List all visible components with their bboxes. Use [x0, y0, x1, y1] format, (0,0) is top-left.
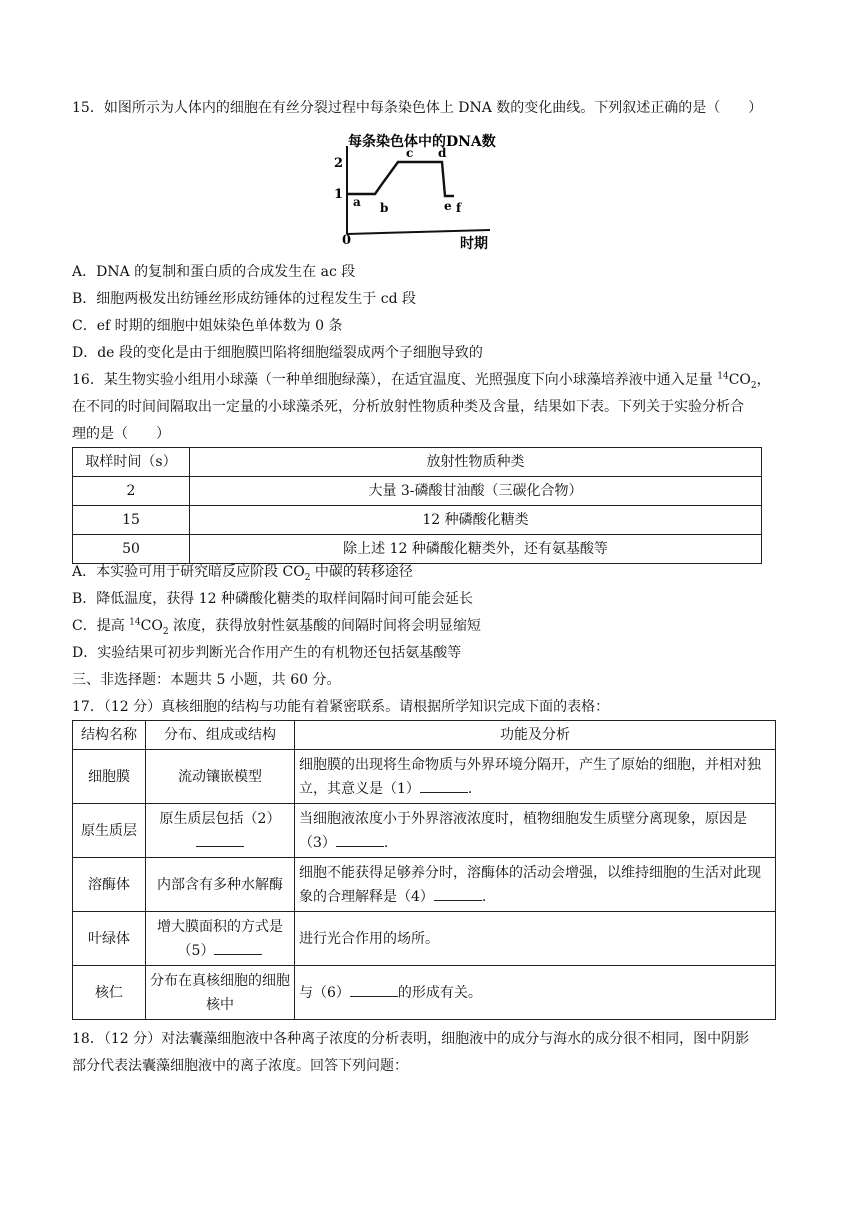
point-f: f — [456, 201, 462, 215]
dna-curve — [347, 162, 454, 196]
table-row — [73, 858, 776, 912]
answer-blank-2 — [196, 832, 244, 847]
cell-comp: 流动镶嵌模型 — [146, 750, 295, 804]
q18-line1: 18．（12 分）对法囊藻细胞液中各种离子浓度的分析表明，细胞液中的成分与海水的成分很不相同，图中阴影 — [72, 1031, 750, 1047]
cell-substance: 除上述 12 种磷酸化糖类外，还有氨基酸等 — [190, 535, 762, 564]
graph-xlabel: 时期 — [460, 236, 488, 252]
cell-time: 2 — [73, 477, 190, 506]
cell-name: 核仁 — [73, 966, 146, 1020]
header-structure: 结构名称 — [73, 721, 146, 750]
q16-option-c: C．提高 $^{14}CO_2$ 浓度，获得放射性氨基酸的间隔时间将会明显缩短 — [72, 617, 482, 637]
dna-per-chromosome-graph — [330, 132, 510, 256]
q17-table — [72, 720, 776, 1020]
answer-blank-1 — [420, 778, 468, 793]
header-function: 功能及分析 — [295, 721, 776, 750]
section-heading: 三、非选择题：本题共 5 小题，共 60 分。 — [72, 672, 341, 688]
cell-func: 与（6） 的形成有关。 — [295, 966, 776, 1020]
point-c: c — [406, 146, 414, 160]
point-d: d — [438, 146, 447, 160]
origin-label: 0 — [342, 233, 352, 248]
table-row — [73, 804, 776, 858]
graph-ylabel: 每条染色体中的DNA数 — [348, 134, 496, 150]
cell-time: 15 — [73, 506, 190, 535]
cell-comp: 内部含有多种水解酶 — [146, 858, 295, 912]
table-row — [73, 535, 762, 564]
table-header-row — [73, 721, 776, 750]
table-row — [73, 750, 776, 804]
cell-name: 叶绿体 — [73, 912, 146, 966]
table-row — [73, 966, 776, 1020]
cell-comp: 增大膜面积的方式是 （5） — [146, 912, 295, 966]
cell-comp: 分布在真核细胞的细胞核中 — [146, 966, 295, 1020]
answer-blank-4 — [434, 886, 482, 901]
cell-func: 进行光合作用的场所。 — [295, 912, 776, 966]
cell-name: 溶酶体 — [73, 858, 146, 912]
cell-name: 原生质层 — [73, 804, 146, 858]
table-header-row — [73, 448, 762, 477]
header-composition: 分布、组成或结构 — [146, 721, 295, 750]
cell-time: 50 — [73, 535, 190, 564]
q15-stem: 15．如图所示为人体内的细胞在有丝分裂过程中每条染色体上 DNA 数的变化曲线。下列叙述正确的是（ ） — [72, 100, 763, 116]
q15-option-d: D．de 段的变化是由于细胞膜凹陷将细胞缢裂成两个子细胞导致的 — [72, 345, 483, 361]
q16-table — [72, 447, 762, 564]
table-row — [73, 912, 776, 966]
cell-substance: 大量 3-磷酸甘油酸（三碳化合物） — [190, 477, 762, 506]
answer-blank-3 — [336, 832, 384, 847]
q15-option-b: B．细胞两极发出纺锤丝形成纺锤体的过程发生于 cd 段 — [72, 291, 416, 307]
cell-func: 细胞膜的出现将生命物质与外界环境分隔开，产生了原始的细胞，并相对独立，其意义是（1） . — [295, 750, 776, 804]
table-row — [73, 506, 762, 535]
q16-option-a: A．本实验可用于研究暗反应阶段 $CO_2$ 中碳的转移途径 — [72, 564, 413, 583]
q16-stem-line2: 在不同的时间间隔取出一定量的小球藻杀死，分析放射性物质种类及含量，结果如下表。下列关于实验分析合 — [72, 399, 744, 415]
q16-option-b: B．降低温度，获得 12 种磷酸化糖类的取样间隔时间可能会延长 — [72, 591, 474, 607]
point-b: b — [380, 201, 389, 215]
header-substance: 放射性物质种类 — [190, 448, 762, 477]
tick-2: 2 — [334, 156, 344, 171]
table-row — [73, 477, 762, 506]
cell-func: 细胞不能获得足够养分时，溶酶体的活动会增强，以维持细胞的生活对此现象的合理解释是（4） . — [295, 858, 776, 912]
q15-option-a: A．DNA 的复制和蛋白质的合成发生在 ac 段 — [72, 264, 356, 280]
cell-name: 细胞膜 — [73, 750, 146, 804]
answer-blank-5 — [214, 940, 262, 955]
header-time: 取样时间（s） — [73, 448, 190, 477]
graph-x-axis — [347, 230, 490, 234]
q17-stem: 17．（12 分）真核细胞的结构与功能有着紧密联系。请根据所学知识完成下面的表格： — [72, 699, 610, 715]
point-a: a — [353, 195, 361, 209]
answer-blank-6 — [350, 982, 398, 997]
q16-stem-line3: 理的是（ ） — [72, 426, 170, 442]
q15-option-c: C．ef 时期的细胞中姐妹染色单体数为 0 条 — [72, 318, 343, 334]
cell-substance: 12 种磷酸化糖类 — [190, 506, 762, 535]
point-e: e — [444, 199, 452, 213]
q18-line2: 部分代表法囊藻细胞液中的离子浓度。回答下列问题： — [72, 1058, 408, 1074]
cell-comp: 原生质层包括（2） — [146, 804, 295, 858]
q16-option-d: D．实验结果可初步判断光合作用产生的有机物还包括氨基酸等 — [72, 645, 462, 661]
cell-func: 当细胞液浓度小于外界溶液浓度时，植物细胞发生质壁分离现象，原因是（3） . — [295, 804, 776, 858]
tick-1: 1 — [334, 187, 344, 202]
q16-stem-line1: 16．某生物实验小组用小球藻（一种单细胞绿藻），在适宜温度、光照强度下向小球藻培养液中通入足量 $^{14}CO_2$， — [72, 371, 771, 391]
